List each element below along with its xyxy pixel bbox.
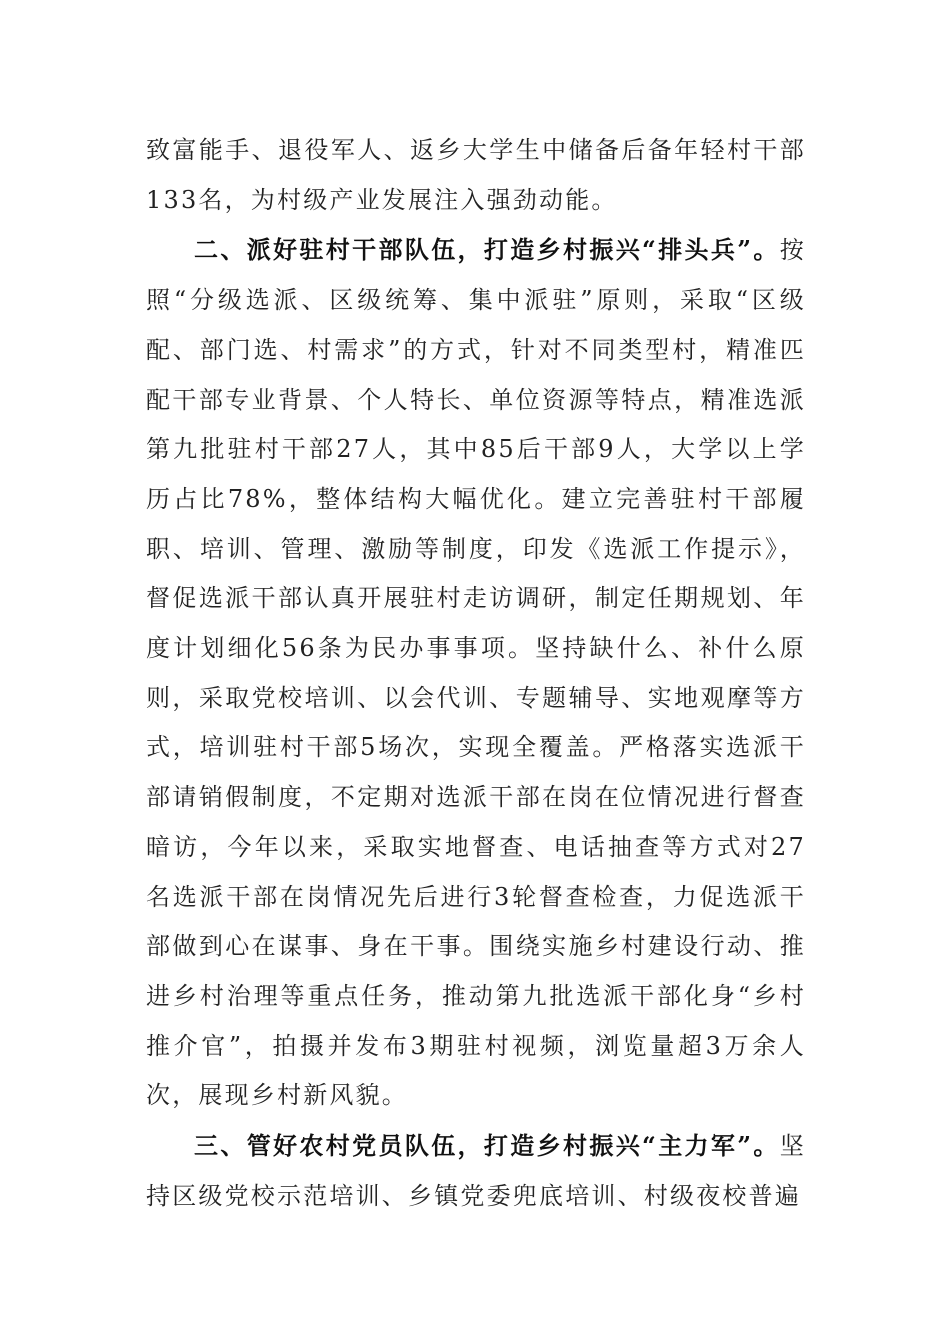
paragraph-continuation <box>146 126 806 225</box>
paragraph-section-two <box>146 225 806 1121</box>
paragraph-text: 致富能手、退役军人、返乡大学生中储备后备年轻村干部133名，为村级产业发展注入强劲动能。 <box>146 136 806 214</box>
document-body <box>146 126 806 1221</box>
paragraph-section-three <box>146 1121 806 1221</box>
paragraph-text: 坚持区级党校示范培训、乡镇党委兜底培训、村级夜校普遍 <box>146 1132 806 1210</box>
paragraph-text: 按照“分级选派、区级统筹、集中派驻”原则，采取“区级配、部门选、村需求”的方式，针对不同类型村，精准匹配干部专业背景、个人特长、单位资源等特点，精准选派第九批驻村干部27人，其中85后干部9人，大学以上学历占比78%，整体结构大幅优化。建立完善驻村干部履职、培训、管理、激励等制度，印发《选派工作提示》，督促选派干部认真开展驻村走访调研，制定任期规划、年度计划细化56条为民办事事项。坚持缺什么、补什么原则，采取党校培训、以会代训、专题辅导、实地观摩等方式，培训驻村干部5场次，实现全覆盖。严格落实选派干部请销假制度，不定期对选派干部在岗在位情况进行督查暗访，今年以来，采取实地督查、电话抽查等方式对27名选派干部在岗情况先后进行3轮督查检查，力促选派干部做到心在谋事、身在干事。围绕实施乡村建设行动、推进乡村治理等重点任务，推动第九批选派干部化身“乡村推介官”，拍摄并发布3期驻村视频，浏览量超3万余人次，展现乡村新风貌。 <box>146 236 806 1110</box>
section-heading: 二、派好驻村干部队伍，打造乡村振兴“排头兵”。 <box>194 235 780 265</box>
section-heading: 三、管好农村党员队伍，打造乡村振兴“主力军”。 <box>194 1131 780 1161</box>
